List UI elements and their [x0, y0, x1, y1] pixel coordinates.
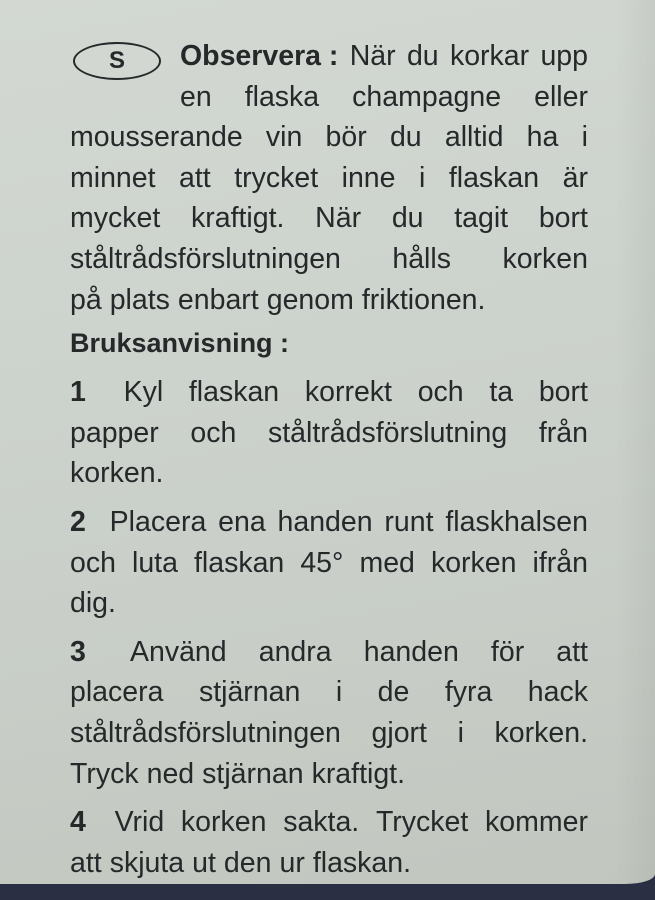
word: hack — [527, 676, 588, 709]
word: att — [179, 161, 211, 194]
word: bort — [538, 202, 588, 235]
word: i — [335, 676, 343, 709]
word: eller — [534, 80, 588, 113]
step-line — [70, 672, 588, 713]
note-text — [70, 36, 655, 320]
word: kommer — [485, 806, 588, 839]
word: Tryck — [70, 757, 139, 790]
word: skjuta — [109, 846, 185, 879]
word: flaskan. — [312, 846, 412, 879]
word: När — [349, 40, 396, 72]
word: de — [377, 676, 410, 709]
word: ståltrådsförslutningen — [70, 242, 341, 275]
word: Trycket — [375, 806, 469, 839]
note-section — [70, 36, 655, 320]
word: kraftigt. — [311, 757, 406, 790]
word: papper — [70, 416, 159, 449]
word: Vrid — [114, 806, 165, 839]
word: och — [70, 546, 116, 579]
step-line — [70, 632, 588, 673]
step-line — [70, 543, 588, 584]
word: Använd — [129, 635, 227, 668]
word: handen — [363, 635, 459, 668]
word: i — [581, 121, 588, 154]
step-number: 4 — [70, 806, 86, 839]
word: flaskan — [448, 161, 540, 194]
word: stjärnan — [202, 757, 304, 790]
word: ur — [279, 846, 305, 879]
word: sakta. — [283, 806, 360, 839]
word: mousserande — [70, 121, 243, 154]
step-number: 2 — [70, 505, 86, 538]
step-line — [70, 754, 588, 795]
word: ståltrådsförslutning — [268, 416, 508, 449]
word: flaskan — [188, 376, 280, 409]
step-line — [70, 453, 588, 494]
note-line — [180, 77, 588, 118]
word: fyra — [444, 676, 493, 709]
word: i — [457, 716, 464, 749]
step-line — [70, 843, 588, 884]
word: och — [190, 416, 237, 449]
instruction-step — [70, 502, 655, 624]
word: den — [223, 846, 272, 879]
step-line — [70, 413, 588, 454]
word: upp — [540, 40, 588, 72]
word: kraftigt. — [190, 202, 285, 235]
word: korken. — [494, 716, 588, 749]
word: att — [556, 635, 588, 668]
word: du — [391, 202, 424, 235]
word: bort — [538, 376, 588, 409]
word: från — [538, 416, 588, 449]
word: luta — [131, 546, 178, 579]
step-line — [70, 583, 588, 624]
step-number: 3 — [70, 635, 86, 668]
word: korrekt — [304, 376, 392, 409]
word: 45° — [300, 546, 344, 579]
note-label: Observera : — [180, 40, 339, 72]
word: runt — [384, 505, 434, 538]
step-line — [70, 372, 588, 413]
word: korken. — [70, 457, 164, 490]
word: plats — [109, 283, 170, 316]
instruction-step — [70, 372, 655, 494]
word: andra — [258, 635, 332, 668]
word: placera — [70, 676, 164, 709]
word: du — [389, 121, 422, 154]
instruction-step — [70, 802, 655, 883]
word: korken — [180, 806, 267, 839]
word: för — [490, 635, 525, 668]
word: ha — [526, 121, 559, 154]
step-line — [70, 802, 588, 843]
word: gjort — [371, 716, 427, 749]
word: vin — [265, 121, 303, 154]
word: mycket — [70, 202, 161, 235]
word: Kyl — [123, 376, 164, 409]
word: och — [417, 376, 464, 409]
word: ta — [489, 376, 514, 409]
word: ifrån — [532, 546, 588, 579]
word: ena — [218, 505, 266, 538]
word: alltid — [444, 121, 504, 154]
word: korken — [502, 242, 588, 275]
word: enbart — [177, 283, 259, 316]
word: champagne — [352, 80, 502, 113]
word: korkar — [449, 40, 530, 72]
word: flaskan — [193, 546, 285, 579]
step-number: 1 — [70, 376, 86, 409]
word: bör — [325, 121, 367, 154]
note-line — [70, 158, 588, 199]
word: genom — [266, 283, 354, 316]
word: Placera — [109, 505, 207, 538]
word: i — [419, 161, 426, 194]
word: När — [315, 202, 362, 235]
word: trycket — [234, 161, 319, 194]
word: en — [180, 80, 212, 113]
word: hålls — [392, 242, 451, 275]
step-line — [70, 713, 588, 754]
note-line — [70, 198, 588, 239]
word: att — [70, 846, 102, 879]
word: flaskhalsen — [445, 505, 588, 538]
word: tagit — [454, 202, 509, 235]
instruction-steps — [70, 372, 655, 883]
word: friktionen. — [361, 283, 486, 316]
word: ned — [146, 757, 195, 790]
word: inne — [341, 161, 396, 194]
note-line — [70, 239, 588, 280]
word: med — [359, 546, 415, 579]
note-line — [70, 280, 588, 321]
word: på — [70, 283, 102, 316]
word: är — [562, 161, 588, 194]
word: stjärnan — [198, 676, 301, 709]
instructions-heading: Bruksanvisning : — [70, 328, 290, 359]
word: ut — [192, 846, 216, 879]
word: flaska — [244, 80, 320, 113]
note-line — [180, 36, 588, 77]
word: ståltrådsförslutningen — [70, 716, 341, 749]
word: dig. — [70, 587, 116, 620]
step-line — [70, 502, 588, 543]
word: minnet — [70, 161, 156, 194]
note-line — [70, 117, 588, 158]
instruction-step — [70, 632, 655, 794]
word: korken — [430, 546, 517, 579]
word: handen — [277, 505, 373, 538]
language-badge: S — [73, 42, 161, 80]
word: du — [406, 40, 439, 72]
